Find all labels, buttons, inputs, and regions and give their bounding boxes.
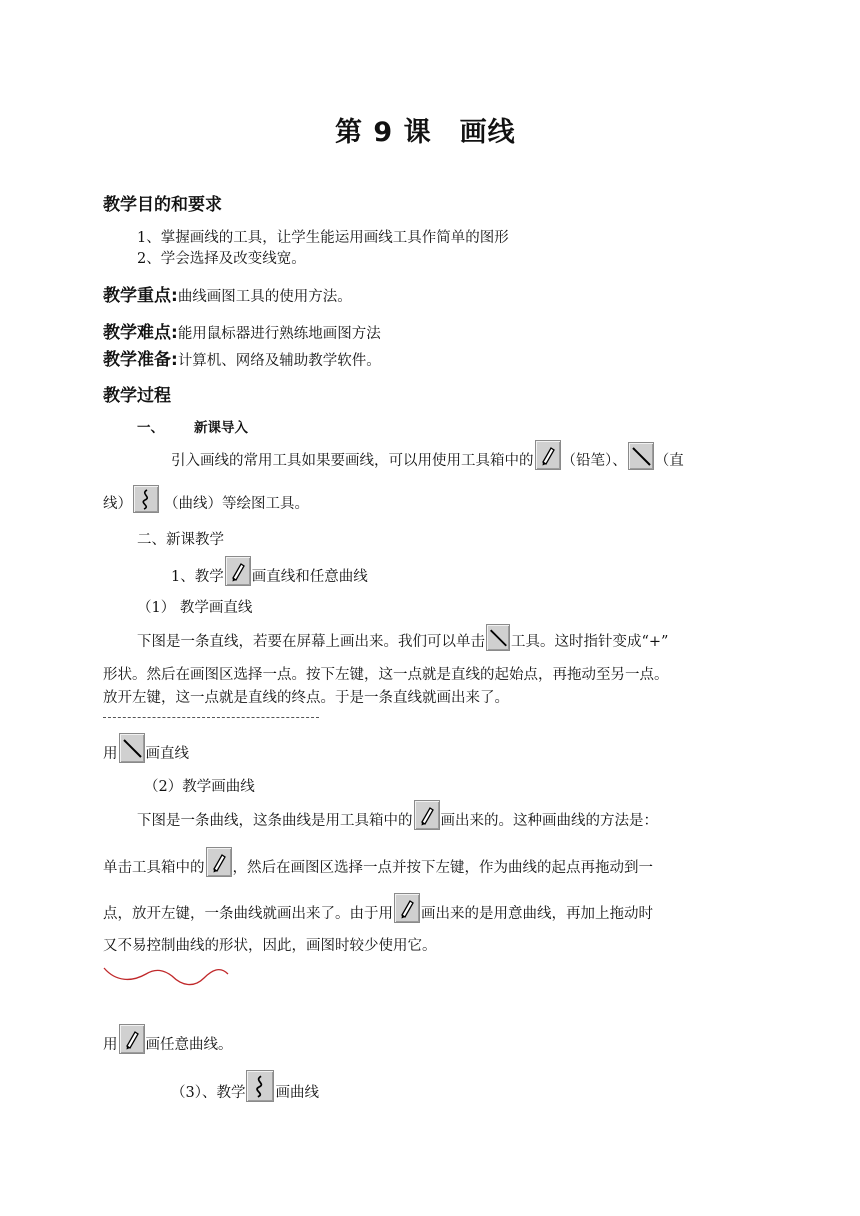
- objectives-heading: 教学目的和要求: [103, 195, 222, 215]
- curve-tool-icon: [133, 485, 159, 513]
- key-point-text: 曲线画图工具的使用方法。: [177, 289, 352, 305]
- intro-text-a: 引入画线的常用工具如果要画线，可以用使用工具箱中的: [171, 453, 534, 469]
- intro-line-1: [171, 440, 684, 470]
- caption2-text-a: 用: [103, 1037, 118, 1053]
- caption2-text-b: 画任意曲线。: [145, 1037, 233, 1053]
- line-text-a: 下图是一条直线，若要在屏幕上画出来。我们可以单击: [137, 634, 485, 650]
- pencil-icon: [535, 440, 561, 470]
- curve-text-e: 点，放开左键，一条曲线就画出来了。由于用: [103, 906, 393, 922]
- intro-text-d: 线）: [103, 496, 132, 512]
- difficulty-label: 教学难点:: [103, 323, 178, 343]
- curve-text-c: 单击工具箱中的: [103, 860, 205, 876]
- sub1-text-b: 画直线和任意曲线: [251, 569, 368, 585]
- caption-straight-line: [103, 733, 189, 763]
- curve-text-a: 下图是一条曲线，这条曲线是用工具箱中的: [137, 813, 413, 829]
- objective-item-2: 2、学会选择及改变线宽。: [137, 251, 306, 267]
- line-tool-icon: [486, 624, 510, 651]
- intro-text-b: （铅笔）、: [561, 453, 627, 469]
- difficulty-text: 能用鼠标器进行熟练地画图方法: [177, 326, 381, 342]
- section1-number: 一、: [137, 420, 164, 436]
- key-point-line: [103, 281, 352, 306]
- intro-line-2: [103, 485, 309, 513]
- step3-text-a: （3）、教学: [171, 1085, 246, 1101]
- line-tool-icon: [628, 442, 654, 470]
- sub1-line: [171, 556, 368, 586]
- curve-para-1: [137, 800, 658, 830]
- line-para-3: 放开左键，这一点就是直线的终点。于是一条直线就画出来了。: [103, 690, 509, 706]
- pencil-icon: [414, 800, 440, 830]
- pencil-icon: [119, 1024, 145, 1054]
- straight-line-sample: [103, 717, 319, 718]
- curve-para-3: [103, 893, 653, 923]
- step3-text-b: 画曲线: [275, 1085, 319, 1101]
- step2-title: （2）教学画曲线: [144, 779, 255, 795]
- difficulty-line: [103, 318, 381, 343]
- intro-text-c: （直: [654, 453, 684, 469]
- line-tool-icon: [119, 733, 145, 763]
- caption1-text-b: 画直线: [145, 746, 189, 762]
- pencil-icon: [394, 893, 420, 923]
- pencil-icon: [206, 847, 232, 877]
- step1-title: （1） 教学画直线: [137, 600, 253, 616]
- objective-item-1: 1、掌握画线的工具，让学生能运用画线工具作简单的图形: [137, 230, 509, 246]
- key-point-label: 教学重点:: [103, 286, 178, 306]
- page-title: 第 9 课 画线: [335, 117, 516, 148]
- curve-para-2: [103, 847, 653, 877]
- line-text-b: 工具。这时指针变成“+”: [511, 634, 669, 650]
- line-para-1: [137, 624, 668, 651]
- line-para-2: 形状。然后在画图区选择一点。按下左键，这一点就是直线的起始点，再拖动至另一点。: [103, 667, 669, 683]
- preparation-text: 计算机、网络及辅助教学软件。: [177, 353, 381, 369]
- curve-text-b: 画出来的。这种画曲线的方法是：: [440, 813, 658, 829]
- process-heading: 教学过程: [103, 386, 171, 406]
- caption-freehand-curve: [103, 1024, 233, 1054]
- intro-text-e: （曲线）等绘图工具。: [164, 496, 309, 512]
- section2-title: 二、新课教学: [137, 532, 224, 548]
- freehand-curve-sample: [102, 960, 230, 1000]
- preparation-label: 教学准备:: [103, 350, 178, 370]
- step3-line: [171, 1070, 319, 1102]
- preparation-line: [103, 345, 381, 370]
- curve-text-d: ，然后在画图区选择一点并按下左键，作为曲线的起点再拖动到一: [232, 860, 653, 876]
- curve-tool-icon: [246, 1070, 274, 1102]
- caption1-text-a: 用: [103, 746, 118, 762]
- curve-text-f: 画出来的是用意曲线，再加上拖动时: [421, 906, 653, 922]
- pencil-icon: [225, 556, 251, 586]
- section1-title: 新课导入: [194, 420, 248, 436]
- curve-para-4: 又不易控制曲线的形状，因此，画图时较少使用它。: [103, 938, 437, 954]
- sub1-text-a: 1、教学: [171, 569, 224, 585]
